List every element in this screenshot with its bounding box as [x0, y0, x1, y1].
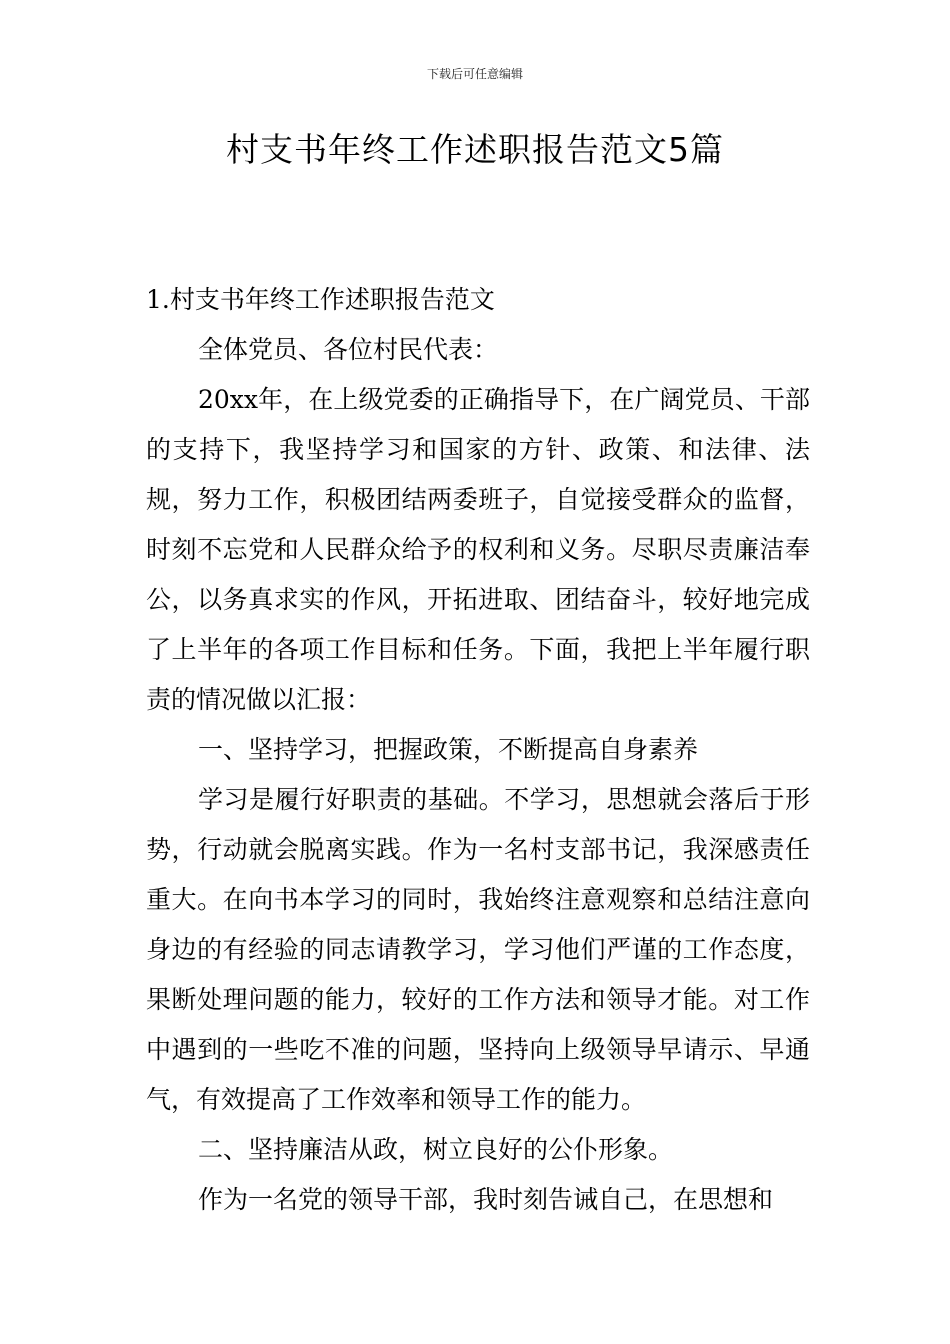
- document-title: 村支书年终工作述职报告范文5篇: [226, 130, 724, 169]
- subheading-study: 一、坚持学习，把握政策，不断提高自身素养: [198, 735, 699, 764]
- document-body: [146, 275, 810, 1225]
- salutation-paragraph: 全体党员、各位村民代表：: [198, 335, 499, 364]
- integrity-paragraph: 作为一名党的领导干部，我时刻告诫自己，在思想和: [198, 1185, 774, 1214]
- intro-paragraph: 20xx年，在上级党委的正确指导下，在广阔党员、干部的支持下，我坚持学习和国家的方针、政策、和法律、法规，努力工作，积极团结两委班子，自觉接受群众的监督，时刻不忘党和人民群众给予的权利和义务。尽职尽责廉洁奉公，以务真求实的作风，开拓进取、团结奋斗，较好地完成了上半年的各项工作目标和任务。下面，我把上半年履行职责的情况做以汇报：: [146, 385, 810, 714]
- subheading-integrity: 二、坚持廉洁从政，树立良好的公仆形象。: [198, 1135, 674, 1164]
- study-paragraph: 学习是履行好职责的基础。不学习，思想就会落后于形势，行动就会脱离实践。作为一名村支部书记，我深感责任重大。在向书本学习的同时，我始终注意观察和总结注意向身边的有经验的同志请教学习，学习他们严谨的工作态度，果断处理问题的能力，较好的工作方法和领导才能。对工作中遇到的一些吃不准的问题，坚持向上级领导早请示、早通气，有效提高了工作效率和领导工作的能力。: [146, 785, 810, 1114]
- section-heading: 1.村支书年终工作述职报告范文: [146, 285, 495, 314]
- header-note: 下载后可任意编辑: [426, 67, 523, 81]
